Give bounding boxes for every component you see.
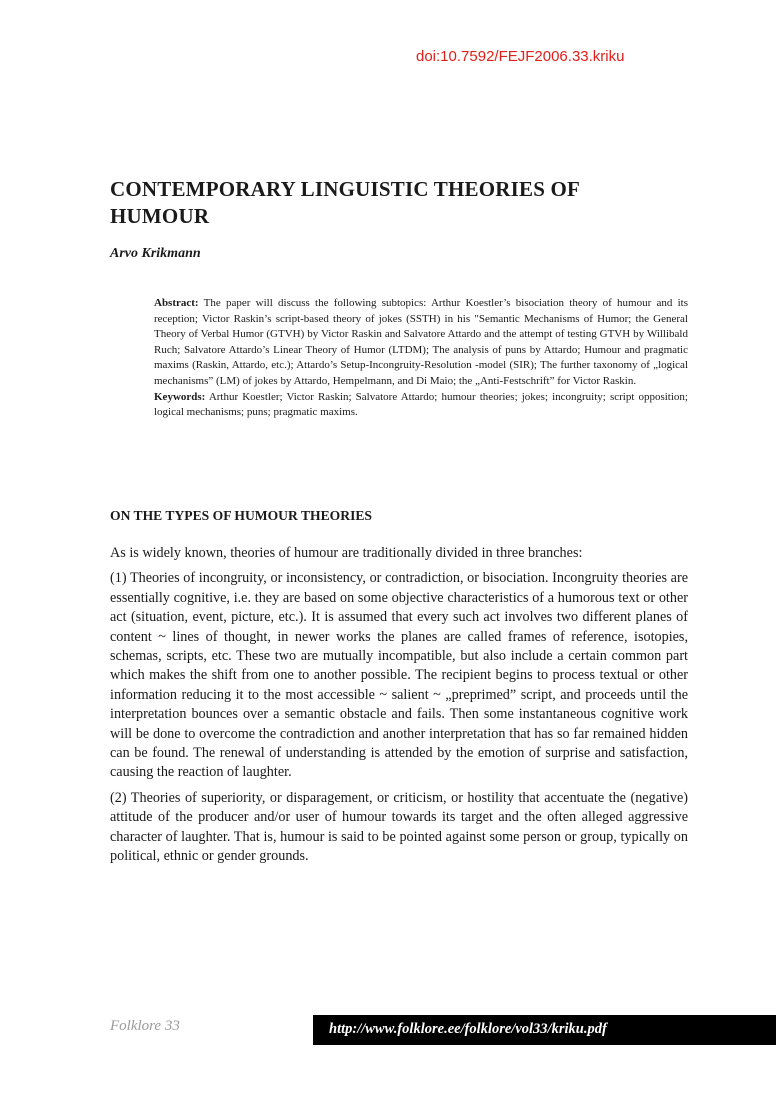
journal-name: Folklore 33: [110, 1018, 180, 1034]
section-heading: ON THE TYPES OF HUMOUR THEORIES: [110, 508, 372, 523]
doi-link[interactable]: doi:10.7592/FEJF2006.33.kriku: [416, 48, 625, 65]
keywords-label: Keywords:: [154, 390, 206, 403]
keywords-text: Arthur Koestler; Victor Raskin; Salvatore Attardo; humour theories; jokes; incongruity; script opposition; logical mechanisms; puns; pragmatic maxims.: [154, 390, 688, 419]
author-name: Arvo Krikmann: [110, 246, 201, 261]
abstract-label: Abstract:: [154, 297, 199, 309]
body-paragraph: As is widely known, theories of humour are traditionally divided in three branches:: [110, 545, 583, 561]
abstract-paragraph: [154, 296, 688, 390]
body-paragraph: (1) Theories of incongruity, or inconsistency, or contradiction, or bisociation. Incongruity theories are essentially cognitive, i.e. they are based on some objective characteristics of a humorous text or other act (situation, event, picture, etc.). It is assumed that every such act involves two different planes of content ~ lines of thought, in newer works the planes are called frames of reference, isotopies, schemas, scripts, etc. These two are mutually incompatible, but also include a certain common part which makes the shift from one to another possible. The recipient begins to process textual or other information reducing it to the most accessible ~ salient ~ „preprimed” script, and proceeds until the interpretation bounces over a semantic obstacle and fails. Then some instantaneous cognitive work will be done to overcome the contradiction and another interpretation that has so far remained hidden can be found. The renewal of understanding is attended by the emotion of surprise and satisfaction, causing the reaction of laughter.: [110, 570, 688, 781]
article-url-link[interactable]: http://www.folklore.ee/folklore/vol33/kriku.pdf: [329, 1021, 607, 1037]
article-title: CONTEMPORARY LINGUISTIC THEORIES OF HUMOUR: [110, 177, 580, 228]
abstract-text: The paper will discuss the following subtopics: Arthur Koestler’s bisociation theory of humour and its reception; Victor Raskin’s script-based theory of jokes (SSTH) in his "Semantic Mechanisms of Humor; the General Theory of Verbal Humor (GTVH) by Victor Raskin and Salvatore Attardo and the attempt of testing GTVH by Willibald Ruch; Salvatore Attardo’s Linear Theory of Humor (LTDM); The analysis of puns by Attardo; Humour and pragmatic maxims (Raskin, Attardo, etc.); Attardo’s Setup-Incongruity-Resolution -model (SIR); The further taxonomy of „logical mechanisms” (LM) of jokes by Attardo, Hempelmann, and Di Maio; the „Anti-Festschrift” for Victor Raskin.: [154, 297, 688, 387]
body-text: [110, 544, 688, 873]
keywords-paragraph: [154, 390, 688, 421]
footer-url-bar: [313, 1015, 776, 1045]
abstract-block: [154, 296, 688, 421]
body-paragraph: (2) Theories of superiority, or disparagement, or criticism, or hostility that accentuate the (negative) attitude of the producer and/or user of humour towards its target and the often alleged aggressive character of laughter. That is, humour is said to be pointed against some person or group, typically on political, ethnic or gender grounds.: [110, 789, 688, 865]
